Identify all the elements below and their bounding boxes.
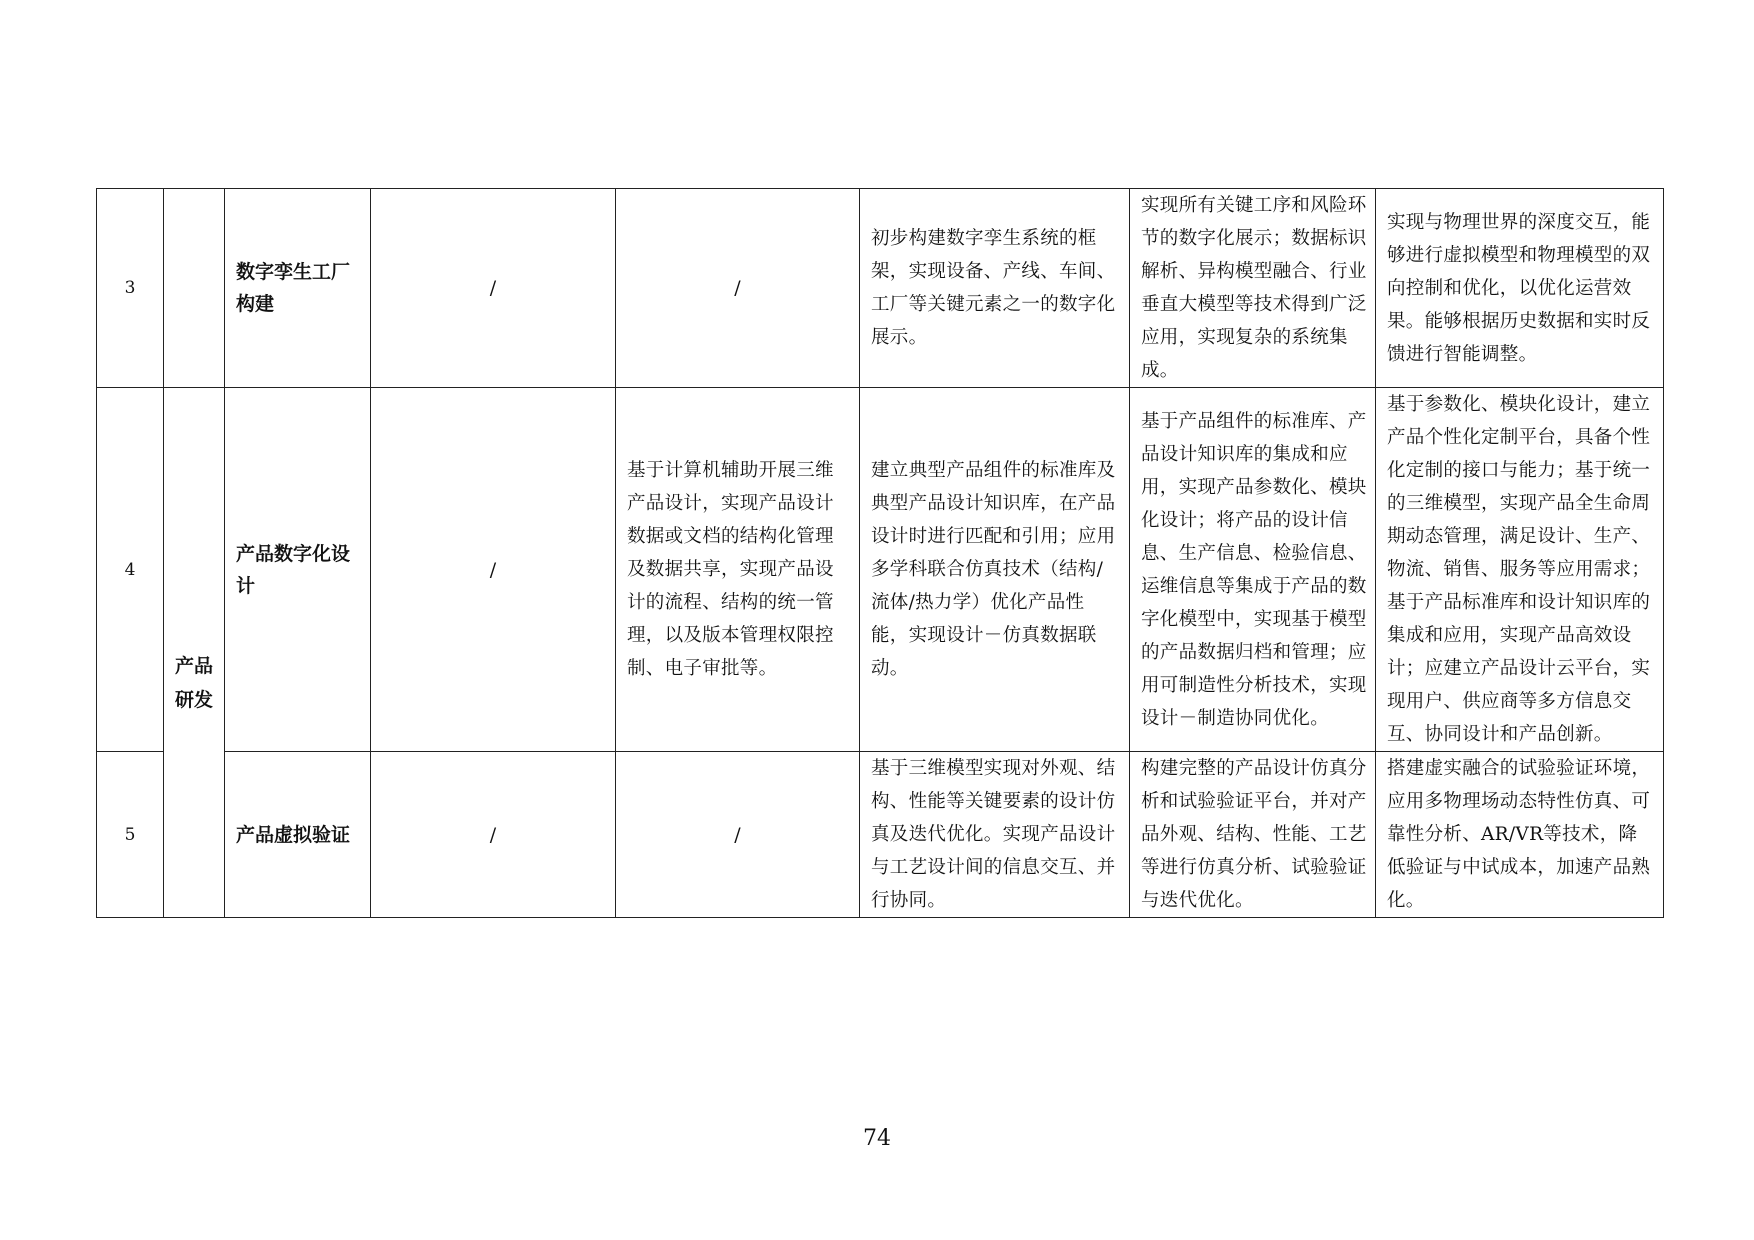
category-cell-empty [164, 189, 225, 388]
level4-cell: 实现所有关键工序和风险环节的数字化展示；数据标识解析、异构模型融合、行业垂直大模型等技术得到广泛应用，实现复杂的系统集成。 [1130, 189, 1376, 388]
level3-cell: 基于三维模型实现对外观、结构、性能等关键要素的设计仿真及迭代优化。实现产品设计与工艺设计间的信息交互、并行协同。 [860, 752, 1130, 918]
level4-cell: 构建完整的产品设计仿真分析和试验验证平台，并对产品外观、结构、性能、工艺等进行仿真分析、试验验证与迭代优化。 [1130, 752, 1376, 918]
table-row [97, 189, 1664, 388]
level2-cell: / [616, 189, 860, 388]
level2-cell: 基于计算机辅助开展三维产品设计，实现产品设计数据或文档的结构化管理及数据共享，实现产品设计的流程、结构的统一管理，以及版本管理权限控制、电子审批等。 [616, 388, 860, 752]
level2-cell: / [616, 752, 860, 918]
table-row [97, 388, 1664, 752]
item-name: 数字孪生工厂构建 [225, 189, 371, 388]
table-row [97, 752, 1664, 918]
row-number: 5 [97, 752, 164, 918]
level1-cell: / [371, 388, 616, 752]
level4-cell: 基于产品组件的标准库、产品设计知识库的集成和应用，实现产品参数化、模块化设计；将产品的设计信息、生产信息、检验信息、运维信息等集成于产品的数字化模型中，实现基于模型的产品数据归档和管理；应用可制造性分析技术，实现设计－制造协同优化。 [1130, 388, 1376, 752]
level3-cell: 初步构建数字孪生系统的框架，实现设备、产线、车间、工厂等关键元素之一的数字化展示。 [860, 189, 1130, 388]
row-number: 3 [97, 189, 164, 388]
level5-cell: 基于参数化、模块化设计，建立产品个性化定制平台，具备个性化定制的接口与能力；基于统一的三维模型，实现产品全生命周期动态管理，满足设计、生产、物流、销售、服务等应用需求；基于产品标准库和设计知识库的集成和应用，实现产品高效设计；应建立产品设计云平台，实现用户、供应商等多方信息交互、协同设计和产品创新。 [1376, 388, 1664, 752]
level5-cell: 实现与物理世界的深度交互，能够进行虚拟模型和物理模型的双向控制和优化，以优化运营效果。能够根据历史数据和实时反馈进行智能调整。 [1376, 189, 1664, 388]
level5-cell: 搭建虚实融合的试验验证环境，应用多物理场动态特性仿真、可靠性分析、AR/VR等技术，降低验证与中试成本，加速产品熟化。 [1376, 752, 1664, 918]
item-name: 产品虚拟验证 [225, 752, 371, 918]
item-name: 产品数字化设计 [225, 388, 371, 752]
level1-cell: / [371, 189, 616, 388]
category-label: 产品研发 [174, 654, 213, 711]
capability-table [96, 188, 1664, 918]
row-number: 4 [97, 388, 164, 752]
category-cell [164, 388, 225, 918]
level1-cell: / [371, 752, 616, 918]
level3-cell: 建立典型产品组件的标准库及典型产品设计知识库，在产品设计时进行匹配和引用；应用多学科联合仿真技术（结构/流体/热力学）优化产品性能，实现设计－仿真数据联动。 [860, 388, 1130, 752]
page-number: 74 [863, 1126, 891, 1151]
